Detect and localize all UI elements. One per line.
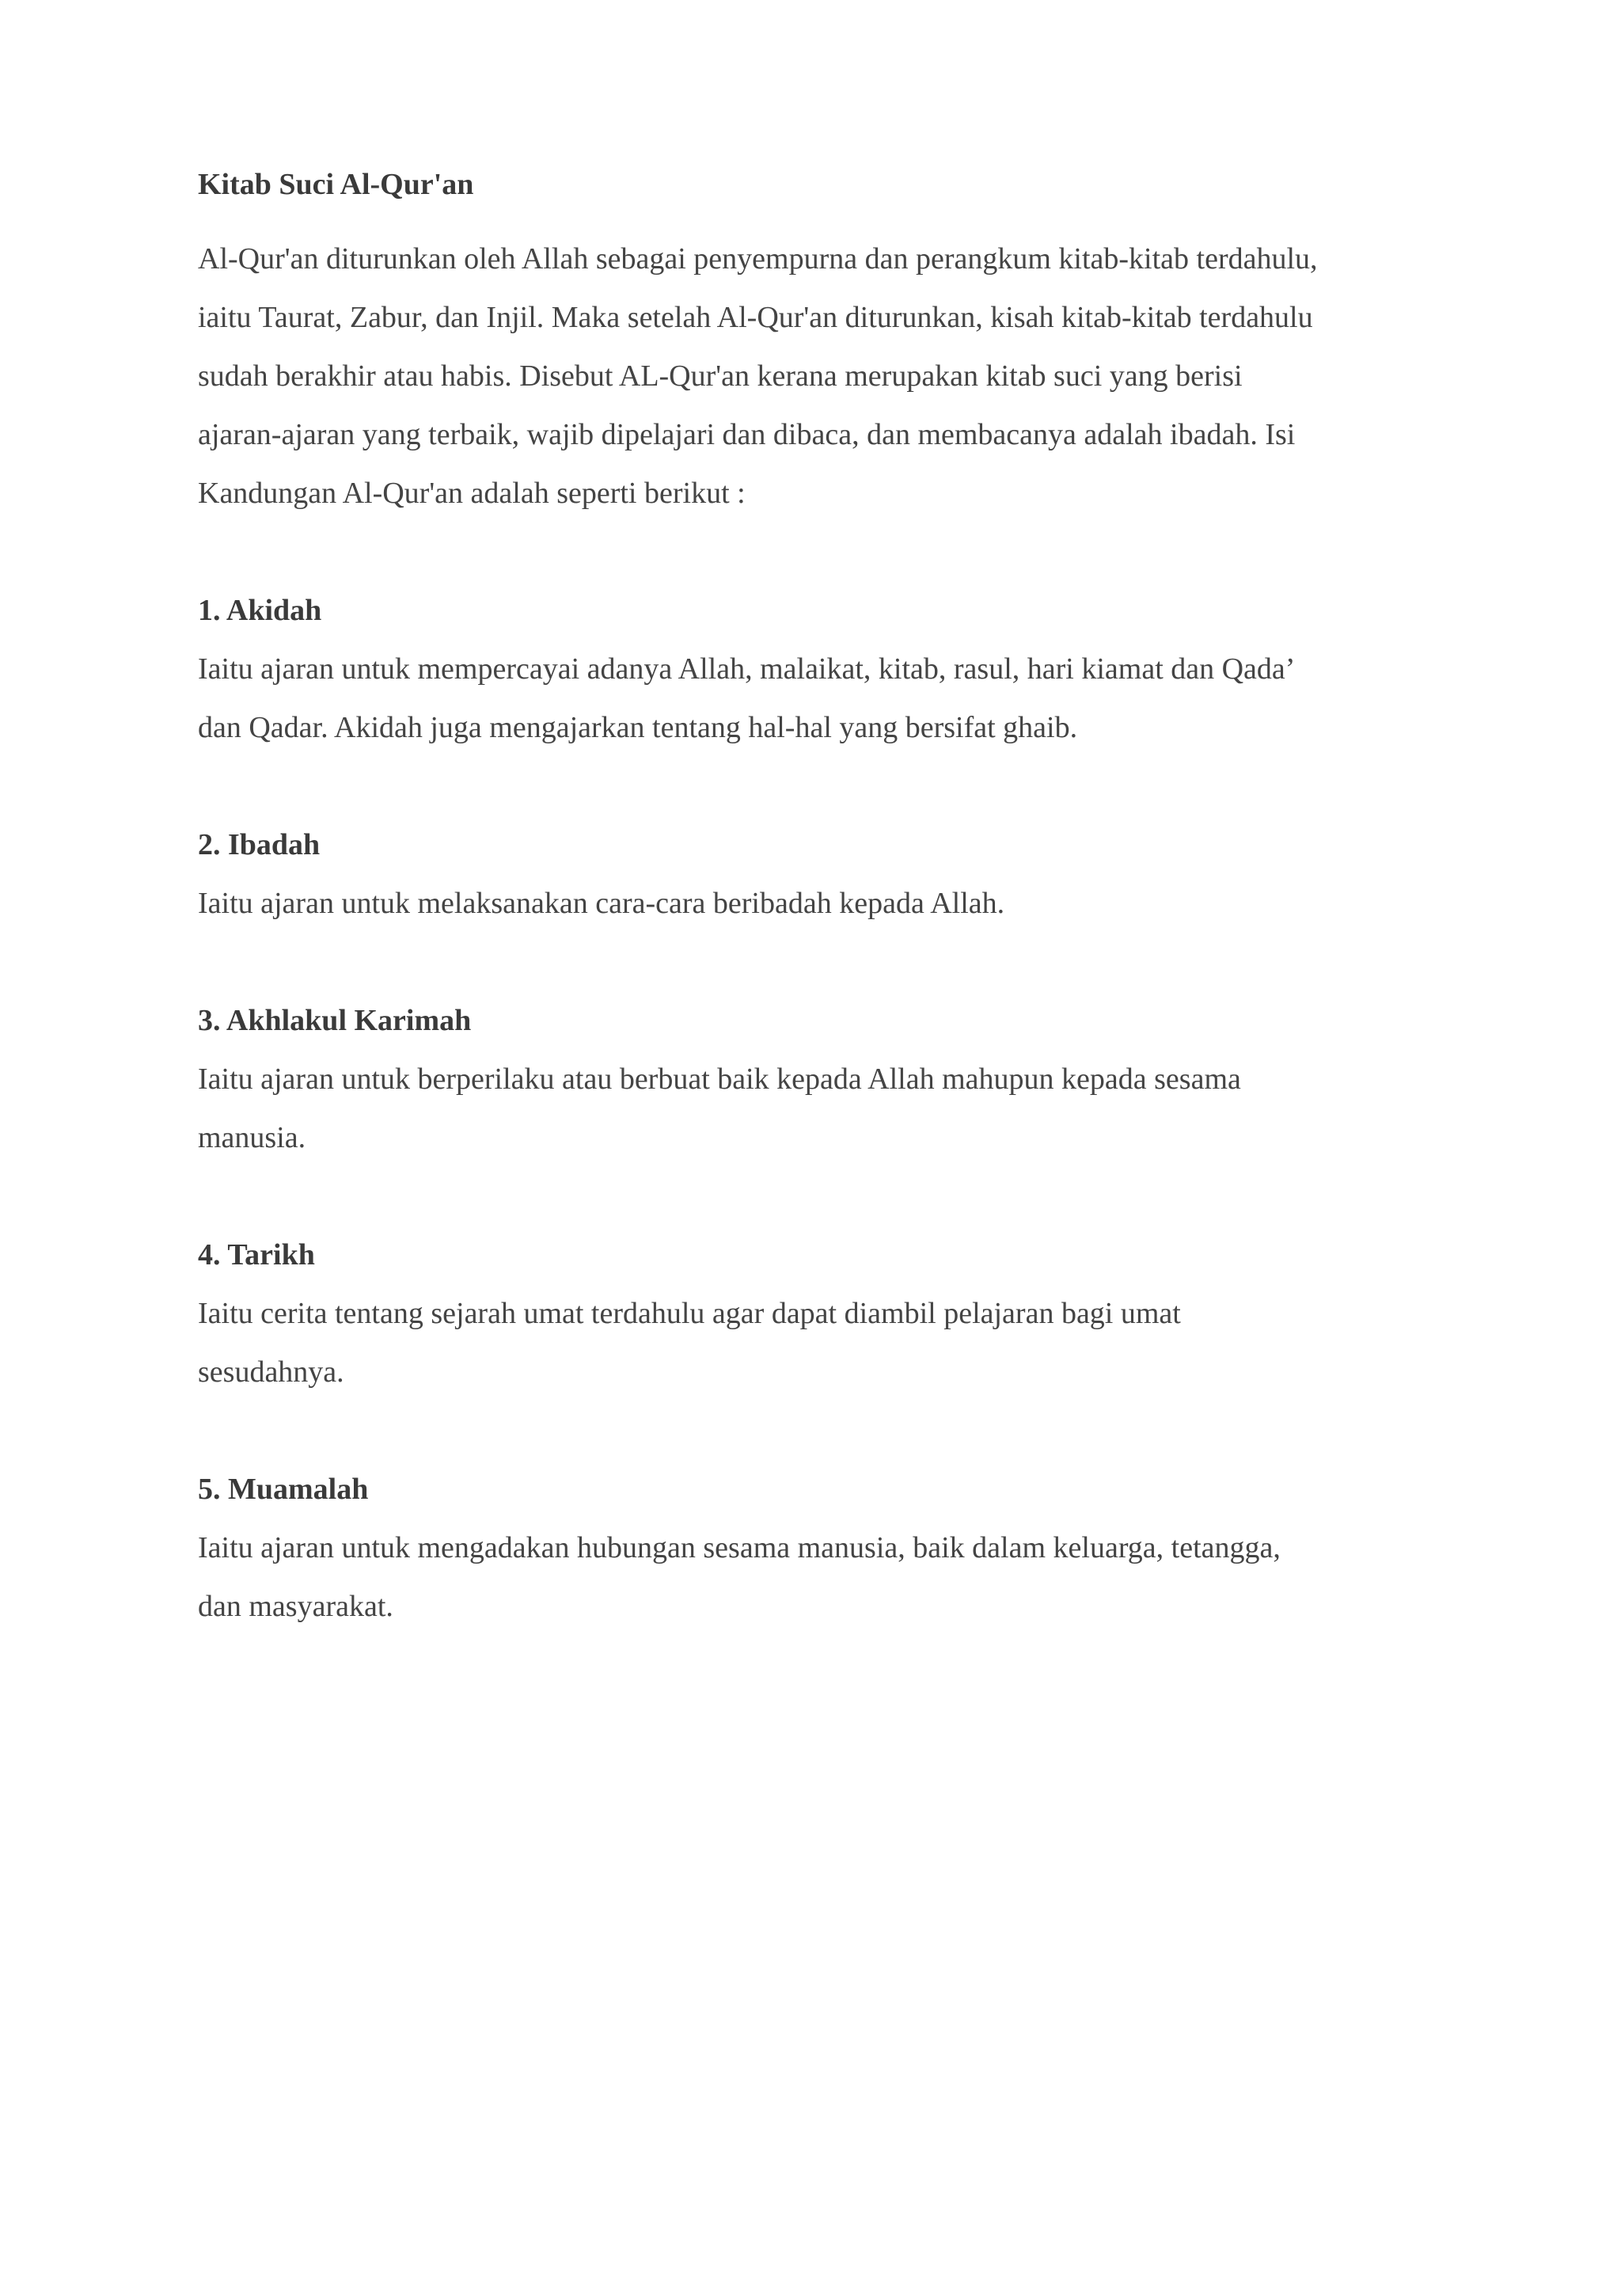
section-akidah (198, 581, 1433, 757)
section-body (198, 874, 1433, 933)
section-heading: 2. Ibadah (198, 828, 321, 861)
document-title: Kitab Suci Al-Qur'an (198, 168, 474, 201)
section-body (198, 1284, 1433, 1401)
section-heading: 1. Akidah (198, 594, 322, 627)
section-heading: 4. Tarikh (198, 1238, 315, 1272)
section-line: dan masyarakat. (198, 1590, 393, 1623)
section-line: Iaitu cerita tentang sejarah umat terdahulu agar dapat diambil pelajaran bagi umat (198, 1297, 1181, 1330)
section-ibadah (198, 815, 1433, 933)
section-body (198, 640, 1433, 757)
section-heading: 3. Akhlakul Karimah (198, 1004, 472, 1037)
document-page (198, 155, 1433, 1636)
section-heading: 5. Muamalah (198, 1473, 369, 1506)
section-line: manusia. (198, 1121, 306, 1154)
section-body (198, 1519, 1433, 1636)
section-line: Iaitu ajaran untuk mempercayai adanya Allah, malaikat, kitab, rasul, hari kiamat dan Qada’ (198, 652, 1296, 686)
section-body (198, 1050, 1433, 1167)
section-muamalah (198, 1460, 1433, 1636)
section-line: sesudahnya. (198, 1355, 344, 1389)
section-line: Iaitu ajaran untuk mengadakan hubungan sesama manusia, baik dalam keluarga, tetangga, (198, 1531, 1281, 1564)
section-line: Iaitu ajaran untuk melaksanakan cara-cara beribadah kepada Allah. (198, 887, 1005, 920)
section-tarikh (198, 1226, 1433, 1401)
intro-paragraph (198, 230, 1433, 523)
section-akhlakul-karimah (198, 991, 1433, 1167)
section-line: dan Qadar. Akidah juga mengajarkan tentang hal-hal yang bersifat ghaib. (198, 711, 1078, 744)
intro-line: Kandungan Al-Qur'an adalah seperti berikut : (198, 477, 746, 510)
section-line: Iaitu ajaran untuk berperilaku atau berbuat baik kepada Allah mahupun kepada sesama (198, 1062, 1241, 1096)
intro-line: ajaran-ajaran yang terbaik, wajib dipelajari dan dibaca, dan membacanya adalah ibadah. Isi (198, 418, 1296, 451)
intro-line: sudah berakhir atau habis. Disebut AL-Qur'an kerana merupakan kitab suci yang berisi (198, 359, 1243, 393)
intro-line: Al-Qur'an diturunkan oleh Allah sebagai penyempurna dan perangkum kitab-kitab terdahulu, (198, 242, 1318, 276)
intro-line: iaitu Taurat, Zabur, dan Injil. Maka setelah Al-Qur'an diturunkan, kisah kitab-kitab terdahulu (198, 301, 1313, 334)
